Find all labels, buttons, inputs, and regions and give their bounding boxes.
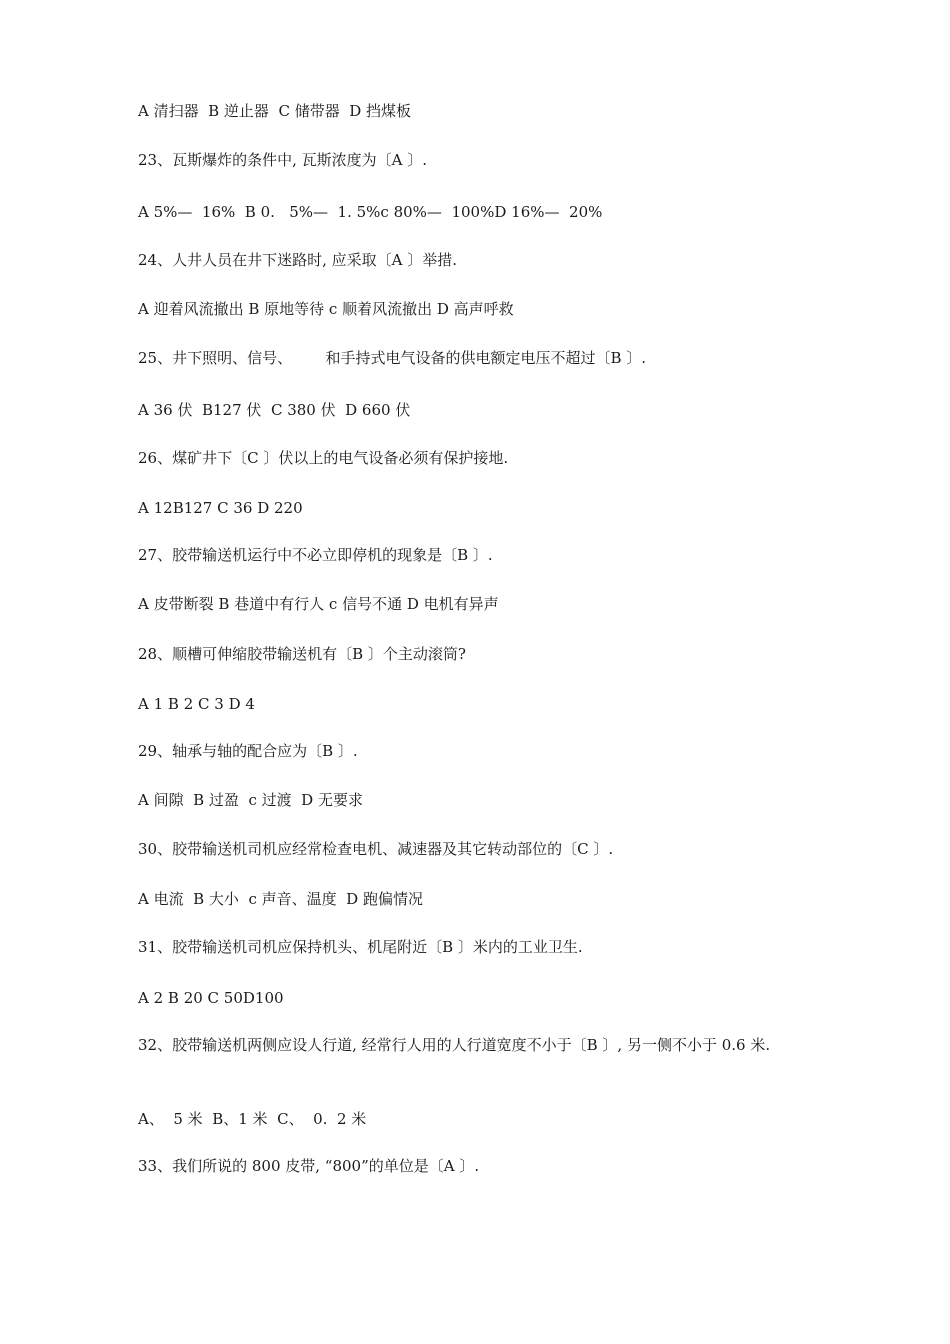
question-29: 29、轴承与轴的配合应为〔B 〕. [138,742,358,760]
question-23: 23、瓦斯爆炸的条件中, 瓦斯浓度为〔A 〕. [138,151,427,169]
answer-options-26: A 12B127 C 36 D 220 [138,499,303,517]
answer-options-23: A 5%— 16% B 0. 5%— 1. 5%c 80%— 100%D 16%— 20% [138,203,603,221]
question-26: 26、煤矿井下〔C 〕伏以上的电气设备必须有保护接地. [138,449,509,467]
answer-options-22: A 清扫器 B 逆止器 C 储带器 D 挡煤板 [138,102,412,120]
question-31: 31、胶带输送机司机应保持机头、机尾附近〔B 〕米内的工业卫生. [138,938,583,956]
answer-options-31: A 2 B 20 C 50D100 [138,989,284,1007]
answer-options-32: A、 5 米 B、1 米 C、 0. 2 米 [138,1110,367,1128]
question-32: 32、胶带输送机两侧应设人行道, 经常行人用的人行道宽度不小于〔B 〕, 另一侧不小于 0.6 米. [138,1036,771,1054]
question-25: 25、井下照明、信号、 和手持式电气设备的供电额定电压不超过〔B 〕. [138,349,647,367]
question-27: 27、胶带输送机运行中不必立即停机的现象是〔B 〕. [138,546,493,564]
answer-options-30: A 电流 B 大小 c 声音、温度 D 跑偏情况 [138,890,423,908]
answer-options-24: A 迎着风流撤出 B 原地等待 c 顺着风流撤出 D 高声呼救 [138,300,514,318]
answer-options-27: A 皮带断裂 B 巷道中有行人 c 信号不通 D 电机有异声 [138,595,499,613]
answer-options-28: A 1 B 2 C 3 D 4 [138,695,255,713]
question-30: 30、胶带输送机司机应经常检查电机、减速器及其它转动部位的〔C 〕. [138,840,614,858]
question-24: 24、人井人员在井下迷路时, 应采取〔A 〕举措. [138,251,457,269]
answer-options-25: A 36 伏 B127 伏 C 380 伏 D 660 伏 [138,401,411,419]
question-33: 33、我们所说的 800 皮带, “800”的单位是〔A 〕. [138,1157,480,1175]
question-28: 28、顺槽可伸缩胶带输送机有〔B 〕个主动滚筒? [138,645,466,663]
answer-options-29: A 间隙 B 过盈 c 过渡 D 无要求 [138,791,363,809]
